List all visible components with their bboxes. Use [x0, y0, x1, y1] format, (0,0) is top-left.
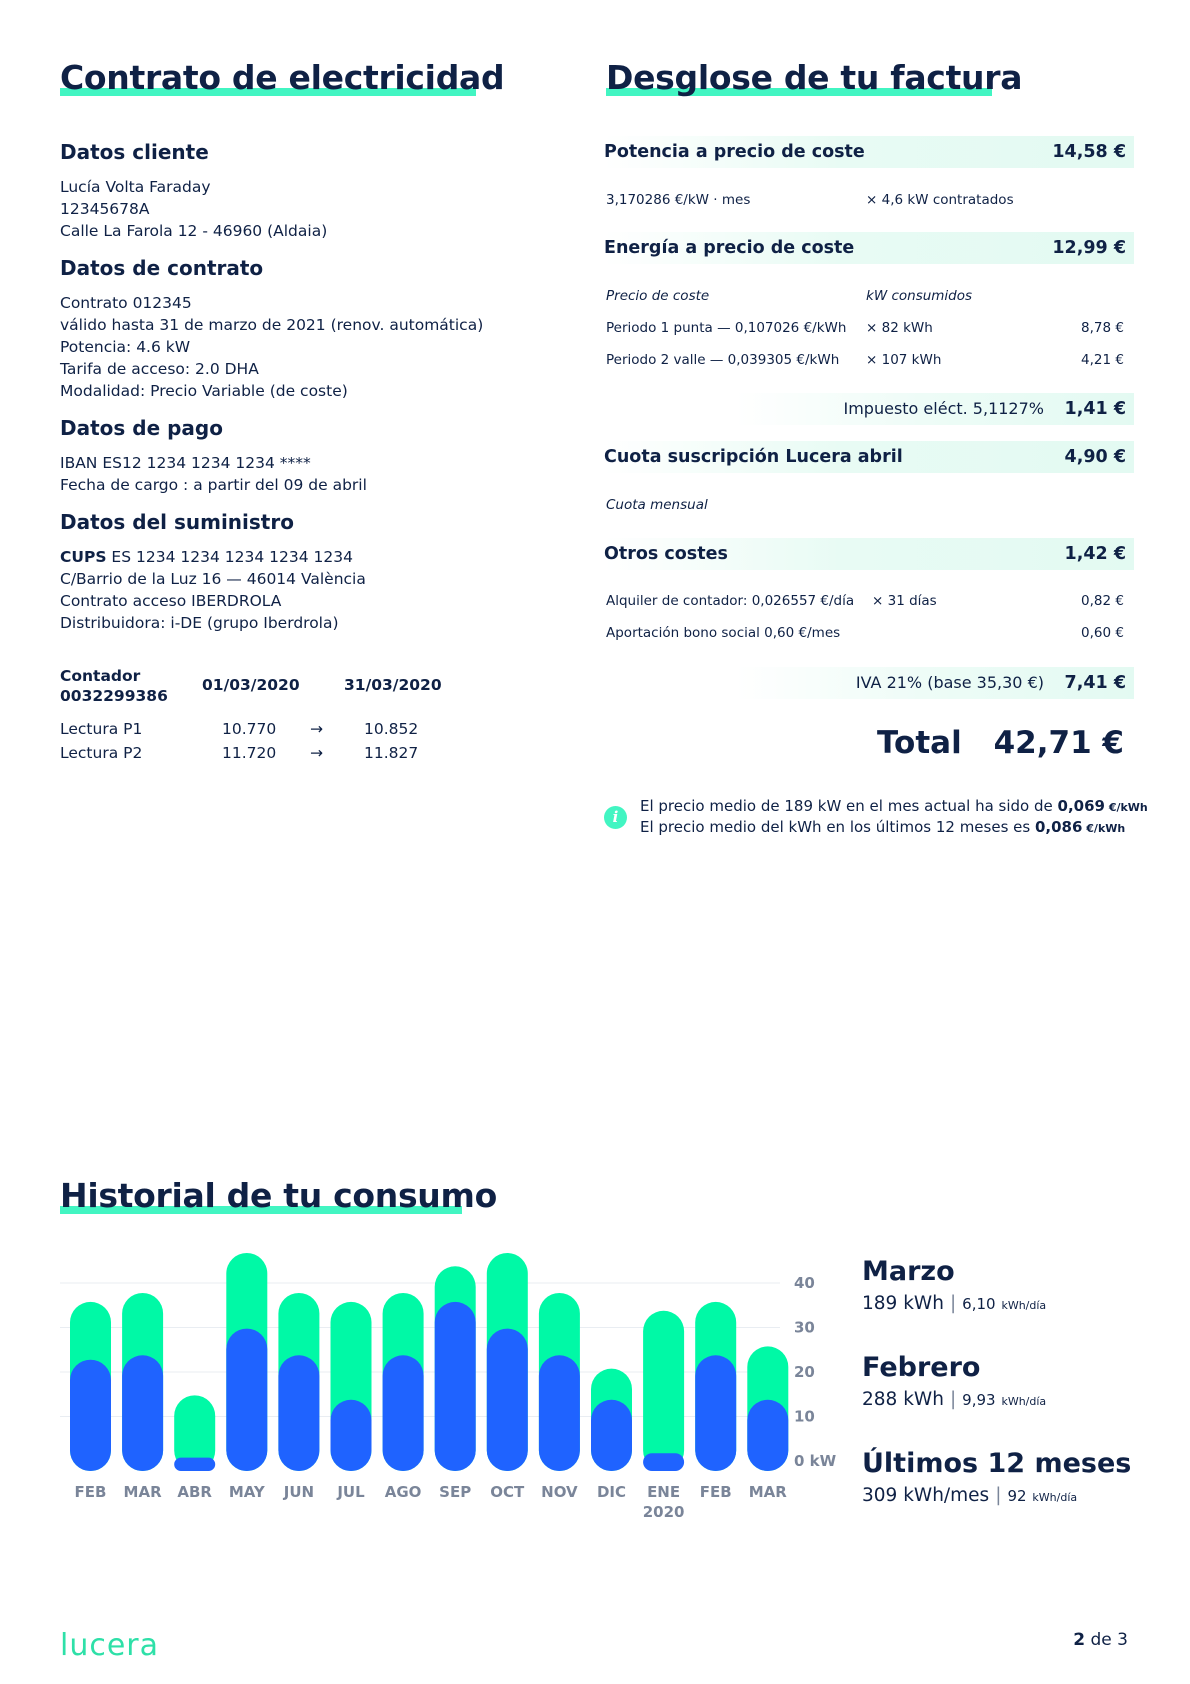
meter-rental-qty: × 31 días: [872, 593, 937, 609]
stat-year-value: [862, 1485, 1077, 1506]
bar-part-nov: [539, 1355, 580, 1471]
total-amount: 42,71 €: [993, 725, 1124, 761]
power-row: [604, 136, 1134, 168]
stat-year-sub: 92: [1007, 1487, 1027, 1505]
reading-p1-to: 10.852: [364, 720, 419, 738]
period1-label: Periodo 1 punta — 0,107026 €/kWh: [606, 320, 847, 336]
y-tick-label: 10: [794, 1407, 815, 1426]
period1-qty: × 82 kWh: [866, 320, 933, 336]
bar-part-jul: [331, 1400, 372, 1471]
payment-iban: IBAN ES12 1234 1234 1234 ****: [60, 454, 311, 472]
period1-amount: 8,78 €: [1081, 320, 1124, 336]
year-label: 2020: [642, 1503, 685, 1521]
total-label: Total: [877, 725, 962, 761]
month-label: AGO: [384, 1483, 422, 1501]
vat-row: [604, 667, 1134, 699]
bar-part-ene: [643, 1453, 684, 1471]
avg-price-month-text: El precio medio de 189 kW en el mes actual ha sido de: [640, 797, 1058, 815]
supply-heading: Datos del suministro: [60, 510, 294, 534]
supply-section: [60, 510, 540, 634]
client-heading: Datos cliente: [60, 140, 209, 164]
stat-march-title: Marzo: [862, 1256, 955, 1287]
page-total: 3: [1117, 1630, 1128, 1650]
subscription-amount: 4,90 €: [1064, 447, 1126, 467]
avg-price-year: [640, 818, 1125, 836]
other-costs-label: Otros costes: [604, 544, 728, 564]
contract-mode: Modalidad: Precio Variable (de coste): [60, 382, 348, 400]
period2-amount: 4,21 €: [1081, 352, 1124, 368]
power-qty: × 4,6 kW contratados: [866, 192, 1014, 208]
avg-price-month-unit: €/kWh: [1104, 801, 1148, 814]
lucera-logo: lucera: [60, 1628, 160, 1663]
reading-p1-label: Lectura P1: [60, 720, 143, 738]
history-title: Historial de tu consumo: [60, 1176, 497, 1215]
meter-rental-amount: 0,82 €: [1081, 593, 1124, 609]
energy-amount: 12,99 €: [1052, 238, 1126, 258]
bar-part-abr: [174, 1458, 215, 1471]
y-tick-label: 0 kW: [794, 1452, 837, 1470]
month-label: MAR: [748, 1483, 787, 1501]
payment-section: [60, 416, 540, 496]
stat-march-sub: 6,10: [962, 1295, 996, 1313]
month-label: FEB: [74, 1483, 107, 1501]
y-tick-label: 20: [794, 1363, 815, 1381]
subscription-row: [604, 441, 1134, 473]
month-label: MAR: [123, 1483, 162, 1501]
stat-feb-main: 288 kWh: [862, 1389, 944, 1410]
stat-feb-unit: kWh/día: [1001, 1395, 1047, 1408]
stat-march-value: [862, 1293, 1046, 1314]
cups-label: CUPS: [60, 548, 107, 566]
energy-col-kw: kW consumidos: [866, 288, 973, 304]
power-label: Potencia a precio de coste: [604, 142, 865, 162]
meter-date-from: 01/03/2020: [202, 676, 300, 694]
bar-part-feb: [695, 1355, 736, 1471]
avg-price-month: [640, 797, 1148, 815]
stat-feb-value: [862, 1389, 1046, 1410]
bar-part-jun: [278, 1355, 319, 1471]
bar-part-dic: [591, 1400, 632, 1471]
power-rate: 3,170286 €/kW · mes: [606, 192, 751, 208]
meter-rental-label: Alquiler de contador: 0,026557 €/día: [606, 593, 855, 609]
reading-p2-label: Lectura P2: [60, 744, 143, 762]
stat-feb-sub: 9,93: [962, 1391, 996, 1409]
month-label: JUL: [337, 1483, 365, 1501]
month-label: ENE: [647, 1483, 681, 1501]
contract-details: [60, 140, 540, 648]
avg-price-year-text: El precio medio del kWh en los últimos 12 meses es: [640, 818, 1035, 836]
electricity-tax-label: Impuesto eléct. 5,1127%: [843, 399, 1044, 418]
bar-part-may: [226, 1329, 267, 1471]
info-icon: i: [604, 806, 627, 829]
consumption-chart: [60, 1245, 840, 1535]
client-id: 12345678A: [60, 200, 150, 218]
subscription-note: Cuota mensual: [606, 497, 708, 513]
page-number: [1073, 1630, 1128, 1650]
subscription-label: Cuota suscripción Lucera abril: [604, 447, 903, 467]
page-sep: de: [1085, 1630, 1118, 1650]
stat-march-unit: kWh/día: [1001, 1299, 1047, 1312]
client-name: Lucía Volta Faraday: [60, 178, 211, 196]
reading-p1-from: 10.770: [222, 720, 277, 738]
month-label: NOV: [541, 1483, 578, 1501]
supply-address: C/Barrio de la Luz 16 — 46014 València: [60, 570, 366, 588]
supply-access: Contrato acceso IBERDROLA: [60, 592, 282, 610]
avg-price-month-value: 0,069: [1057, 797, 1105, 815]
avg-price-year-unit: €/kWh: [1082, 822, 1126, 835]
divider: |: [949, 1389, 957, 1410]
period2-qty: × 107 kWh: [866, 352, 942, 368]
month-label: JUN: [283, 1483, 315, 1501]
page-current: 2: [1073, 1630, 1086, 1650]
energy-label: Energía a precio de coste: [604, 238, 855, 258]
contract-heading: Datos de contrato: [60, 256, 264, 280]
stat-year-unit: kWh/día: [1032, 1491, 1078, 1504]
social-bonus-amount: 0,60 €: [1081, 625, 1124, 641]
meter-date-to: 31/03/2020: [344, 676, 442, 694]
payment-heading: Datos de pago: [60, 416, 223, 440]
y-tick-label: 40: [794, 1274, 815, 1292]
reading-p2-from: 11.720: [222, 744, 277, 762]
other-costs-row: [604, 538, 1134, 570]
bar-part-sep: [435, 1302, 476, 1471]
electricity-tax-row: [604, 393, 1134, 425]
arrow-icon: →: [310, 744, 323, 762]
month-label: OCT: [490, 1483, 525, 1501]
month-label: DIC: [596, 1483, 627, 1501]
y-tick-label: 30: [794, 1318, 815, 1337]
energy-col-price: Precio de coste: [606, 288, 710, 304]
month-label: MAY: [228, 1483, 265, 1501]
month-label: FEB: [699, 1483, 732, 1501]
invoice-title: Desglose de tu factura: [606, 58, 1023, 97]
bar-part-oct: [487, 1329, 528, 1471]
contract-title: Contrato de electricidad: [60, 58, 505, 97]
stat-year-main: 309 kWh/mes: [862, 1485, 990, 1506]
month-label: ABR: [177, 1483, 212, 1501]
electricity-tax-amount: 1,41 €: [1064, 399, 1126, 419]
contract-number: Contrato 012345: [60, 294, 192, 312]
arrow-icon: →: [310, 720, 323, 738]
bar-part-ago: [383, 1355, 424, 1471]
client-section: [60, 140, 540, 242]
cups-value: ES 1234 1234 1234 1234 1234: [106, 548, 353, 566]
stat-march-main: 189 kWh: [862, 1293, 944, 1314]
social-bonus-label: Aportación bono social 0,60 €/mes: [606, 625, 841, 641]
bar-part-feb: [70, 1360, 111, 1471]
contract-section: [60, 256, 540, 402]
client-address: Calle La Farola 12 - 46960 (Aldaia): [60, 222, 328, 240]
bar-part-mar: [747, 1400, 788, 1471]
contract-tariff: Tarifa de acceso: 2.0 DHA: [60, 360, 259, 378]
reading-p2-to: 11.827: [364, 744, 419, 762]
supply-cups: [60, 546, 540, 568]
vat-label: IVA 21% (base 35,30 €): [855, 673, 1044, 692]
bar-part-mar: [122, 1355, 163, 1471]
meter-number: 0032299386: [60, 687, 168, 705]
vat-amount: 7,41 €: [1064, 673, 1126, 693]
contract-validity: válido hasta 31 de marzo de 2021 (renov. automática): [60, 316, 484, 334]
power-amount: 14,58 €: [1052, 142, 1126, 162]
avg-price-year-value: 0,086: [1034, 818, 1083, 836]
month-label: SEP: [439, 1483, 472, 1501]
bar-total-ene: [643, 1311, 684, 1471]
divider: |: [995, 1485, 1002, 1506]
other-costs-amount: 1,42 €: [1064, 544, 1126, 564]
contract-power: Potencia: 4.6 kW: [60, 338, 191, 356]
divider: |: [949, 1293, 957, 1314]
energy-row: [604, 232, 1134, 264]
meter-label: Contador: [60, 667, 141, 685]
payment-date: Fecha de cargo : a partir del 09 de abril: [60, 476, 367, 494]
stat-year-title: Últimos 12 meses: [862, 1448, 1132, 1479]
period2-label: Periodo 2 valle — 0,039305 €/kWh: [606, 352, 840, 368]
stat-feb-title: Febrero: [862, 1352, 981, 1383]
supply-distributor: Distribuidora: i-DE (grupo Iberdrola): [60, 614, 339, 632]
